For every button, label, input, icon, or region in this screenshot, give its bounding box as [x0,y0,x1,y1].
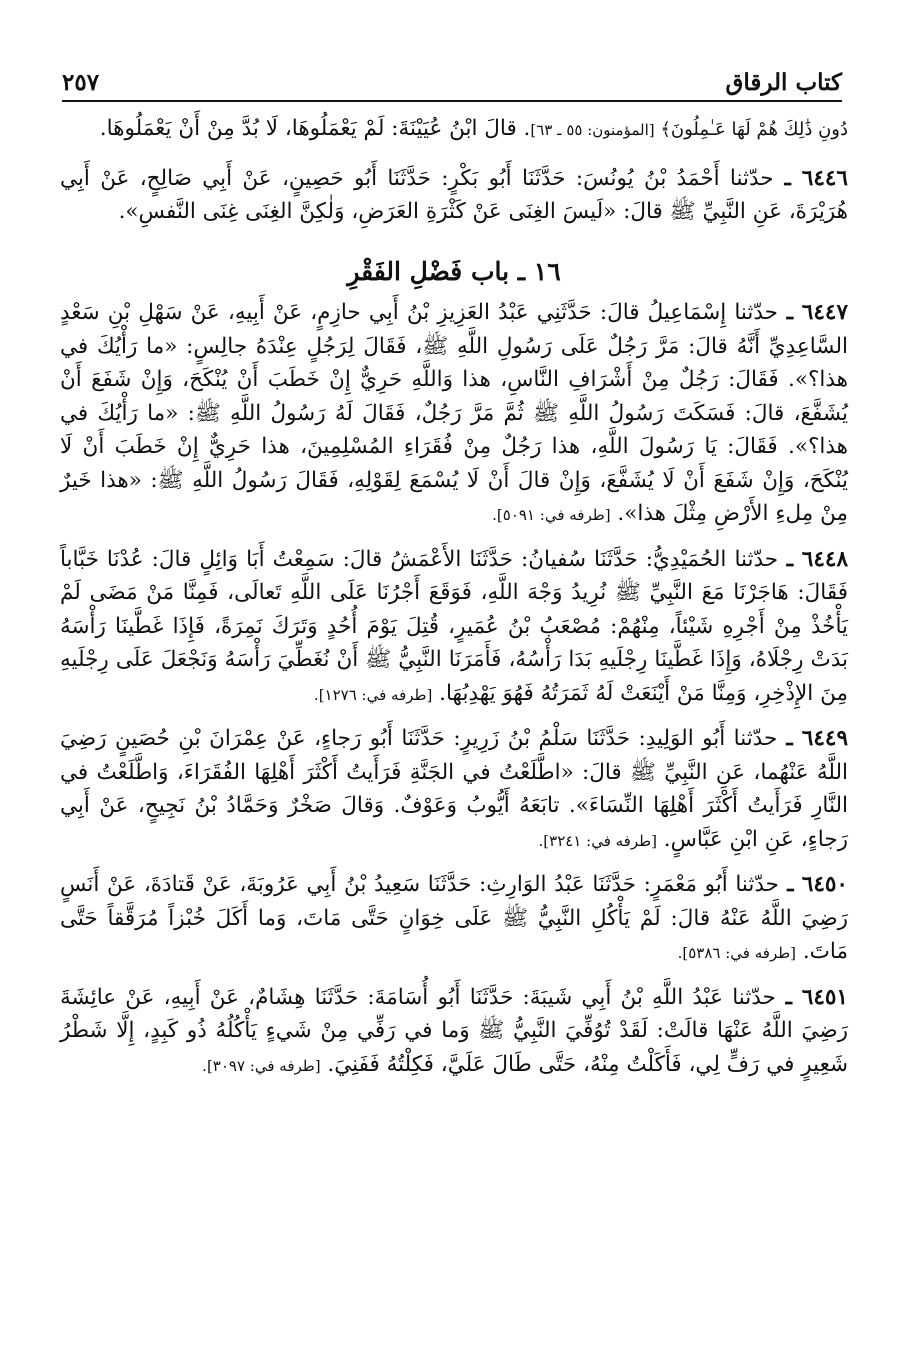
hadith-number: ٦٤٤٧ ـ [777,300,848,325]
hadith-number: ٦٤٥٠ ـ [778,872,848,897]
cross-reference: [طرفه في: ٥٣٨٦]. [677,944,797,962]
hadith-paragraph [60,162,848,229]
page-header [62,56,842,102]
hadith-text: حدّثنا أَبُو الوَلِيدِ: حَدَّثَنَا سَلْمُ بْنُ زَرِيرٍ: حَدَّثَنَا أَبُو رَجاءٍ، عَنْ عِمْرَانَ بْنِ حُصَينٍ رَضِيَ اللَّهُ عَنْهُما، عَنِ النَّبِيِّ ﷺ قالَ: «اطَّلَعْتُ في الجَنَّةِ فَرَأَيتُ أَكْثَرَ أَهْلِهَا الفُقَرَاءَ، وَاطَّلَعْتُ في النَّارِ فَرَأَيتُ أَكْثَرَ أَهْلِهَا النِّسَاءَ». تابَعَهُ أَيُّوبُ وَعَوْفٌ. وَقالَ صَخْرٌ وَحَمَّادُ بْنُ نَجِيحٍ، عَنْ أَبِي رَجاءٍ، عَنِ ابْنِ عَبَّاسٍ. [60,726,848,852]
quran-verse: دُونِ ذَٰلِكَ هُمْ لَهَا عَـٰمِلُونَ﴾ [654,119,848,140]
page-number: ٢٥٧ [62,69,100,96]
hadith-paragraph [60,981,848,1084]
hadith-text: حدّثنا الحُمَيْدِيُّ: حَدَّثَنَا سُفيانُ: حَدَّثَنَا الأَعْمَشُ قالَ: سَمِعْتُ أَبَا وَائِلٍ قالَ: عُدْنَا خَبَّاباً فَقَالَ: هَاجَرْنَا مَعَ النَّبِيِّ ﷺ نُرِيدُ وَجْهَ اللَّهِ، فَوَقَعَ أَجْرُنَا عَلَى اللَّهِ تَعالَى، فَمِنَّا مَنْ مَضَى لَمْ يَأْخُذْ مِنْ أَجْرِهِ شَيْئاً، مِنْهُمْ: مُصْعَبُ بْنُ عُمَيرٍ، قُتِلَ يَوْمَ أُحُدٍ وَتَرَكَ نَمِرَةً، فَإِذَا غَطَّينَا رَأْسَهُ بَدَتْ رِجْلَاهُ، وَإِذَا غَطَّينَا رِجْلَيهِ بَدَا رَأْسُهُ، فَأَمَرَنَا النَّبِيُّ ﷺ أَنْ نُغَطِّيَ رَأْسَهُ وَنَجْعَلَ عَلَى رِجْلَيهِ مِنَ الإِذْخِرِ، وَمِنَّا مَنْ أَيْنَعَتْ لَهُ ثَمَرَتُهُ فَهُوَ يَهْدِبُهَا. [60,546,848,706]
hadith-text: . قالَ ابْنُ عُيَيْنَةَ: لَمْ يَعْمَلُوهَا، لَا بُدَّ مِنْ أَنْ يَعْمَلُوهَا. [99,116,531,141]
hadith-number: ٦٤٤٨ ـ [778,546,848,572]
chapter-heading: ١٦ ـ باب فَضْلِ الفَقْرِ [347,256,561,286]
hadith-number: ٦٤٤٦ ـ [773,165,848,191]
hadith-number: ٦٤٤٩ ـ [777,726,848,751]
hadith-paragraph [60,543,848,713]
running-title: كتاب الرقاق [725,69,842,96]
cross-reference: [طرفه في: ٣٢٤١]. [538,831,657,850]
hadith-text: حدّثنا عَبْدُ اللَّهِ بْنُ أَبِي شَيبَةَ: حَدَّثَنَا أَبُو أُسَامَةَ: حَدَّثَنَا هِشَامٌ، عَنْ أَبِيهِ، عَنْ عائِشَةَ رَضِيَ اللَّهُ عَنْهَا قالَتْ: لَقَدْ تُوُفِّيَ النَّبِيُّ ﷺ وَما في رَفِّي مِنْ شَيءٍ يَأْكُلُهُ ذُو كَبِدٍ، إِلَّا شَطْرُ شَعِيرٍ في رَفٍّ لِي، فَأَكَلْتُ مِنْهُ، حَتَّى طَالَ عَلَيَّ، فَكِلْتُهُ فَفَنِيَ. [60,984,848,1077]
hadith-text: حدّثنا إِسْمَاعِيلُ قالَ: حَدَّثَنِي عَبْدُ العَزِيزِ بْنُ أَبِي حازِمٍ، عَنْ أَبِيهِ، عَنْ سَهْلِ بْنِ سَعْدٍ السَّاعِدِيِّ أَنَّهُ قالَ: مَرَّ رَجُلٌ عَلَى رَسُولِ اللَّهِ ﷺ، فَقَالَ لِرَجُلٍ عِنْدَهُ جالِسٍ: «ما رَأْيُكَ في هذا؟». فَقَالَ: رَجُلٌ مِنْ أَشْرَافِ النَّاسِ، هذا وَاللَّهِ حَرِيٌّ إِنْ خَطَبَ أَنْ يُنْكَحَ، وَإِنْ شَفَعَ أَنْ يُشَفَّعَ، قالَ: فَسَكَتَ رَسُولُ اللَّهِ ﷺ ثُمَّ مَرَّ رَجُلٌ، فَقَالَ لَهُ رَسُولُ اللَّهِ ﷺ: «ما رَأْيُكَ في هذا؟». فَقَالَ: يَا رَسُولَ اللَّهِ، هذا رَجُلٌ مِنْ فُقَرَاءِ المُسْلِمِينَ، هذا حَرِيٌّ إِنْ خَطَبَ أَنْ لَا يُنْكَحَ، وَإِنْ شَفَعَ أَنْ لَا يُشَفَّعَ، وَإِنْ قالَ أَنْ لَا يُسْمَعَ لِقَوْلِهِ، فَقَالَ رَسُولُ اللَّهِ ﷺ: «هذا خَيرٌ مِنْ مِلءِ الأَرْضِ مِثْلَ هذا». [60,300,848,526]
hadith-paragraph [60,112,848,148]
hadith-paragraph [60,868,848,971]
hadith-text: حدّثنا أَحْمَدُ بْنُ يُونُسَ: حَدَّثَنَا أَبُو بَكْرٍ: حَدَّثَنَا أَبُو حَصِينٍ، عَنْ أَبِي صَالِحٍ، عَنْ أَبِي هُرَيْرَةَ، عَنِ النَّبِيِّ ﷺ قالَ: «لَيسَ الغِنَى عَنْ كَثْرَةِ العَرَضِ، وَلٰكِنَّ الغِنَى غِنَى النَّفسِ». [60,165,848,224]
cross-reference: [طرفه في: ٣٠٩٧]. [202,1056,321,1075]
cross-reference: [طرفه في: ١٢٧٦]. [313,685,433,704]
hadith-number: ٦٤٥١ ـ [775,984,848,1010]
hadith-text: حدّثنا أَبُو مَعْمَرٍ: حَدَّثَنَا عَبْدُ الوَارِثِ: حَدَّثَنَا سَعِيدُ بْنُ أَبِي عَرُوبَةَ، عَنْ قَتادَةَ، عَنْ أَنَسٍ رَضِيَ اللَّهُ عَنْهُ قالَ: لَمْ يَأْكُلِ النَّبِيُّ ﷺ عَلَى خِوَانٍ حَتَّى مَاتَ، وَما أَكَلَ خُبْزاً مُرَقَّقاً حَتَّى مَاتَ. [60,872,848,964]
cross-reference: [المؤمنون: ٥٥ ـ ٦٣] [530,121,655,139]
hadith-paragraph [60,296,848,533]
page-body [60,112,848,1093]
hadith-paragraph [60,722,848,858]
cross-reference: [طرفه في: ٥٠٩١]. [492,506,611,524]
